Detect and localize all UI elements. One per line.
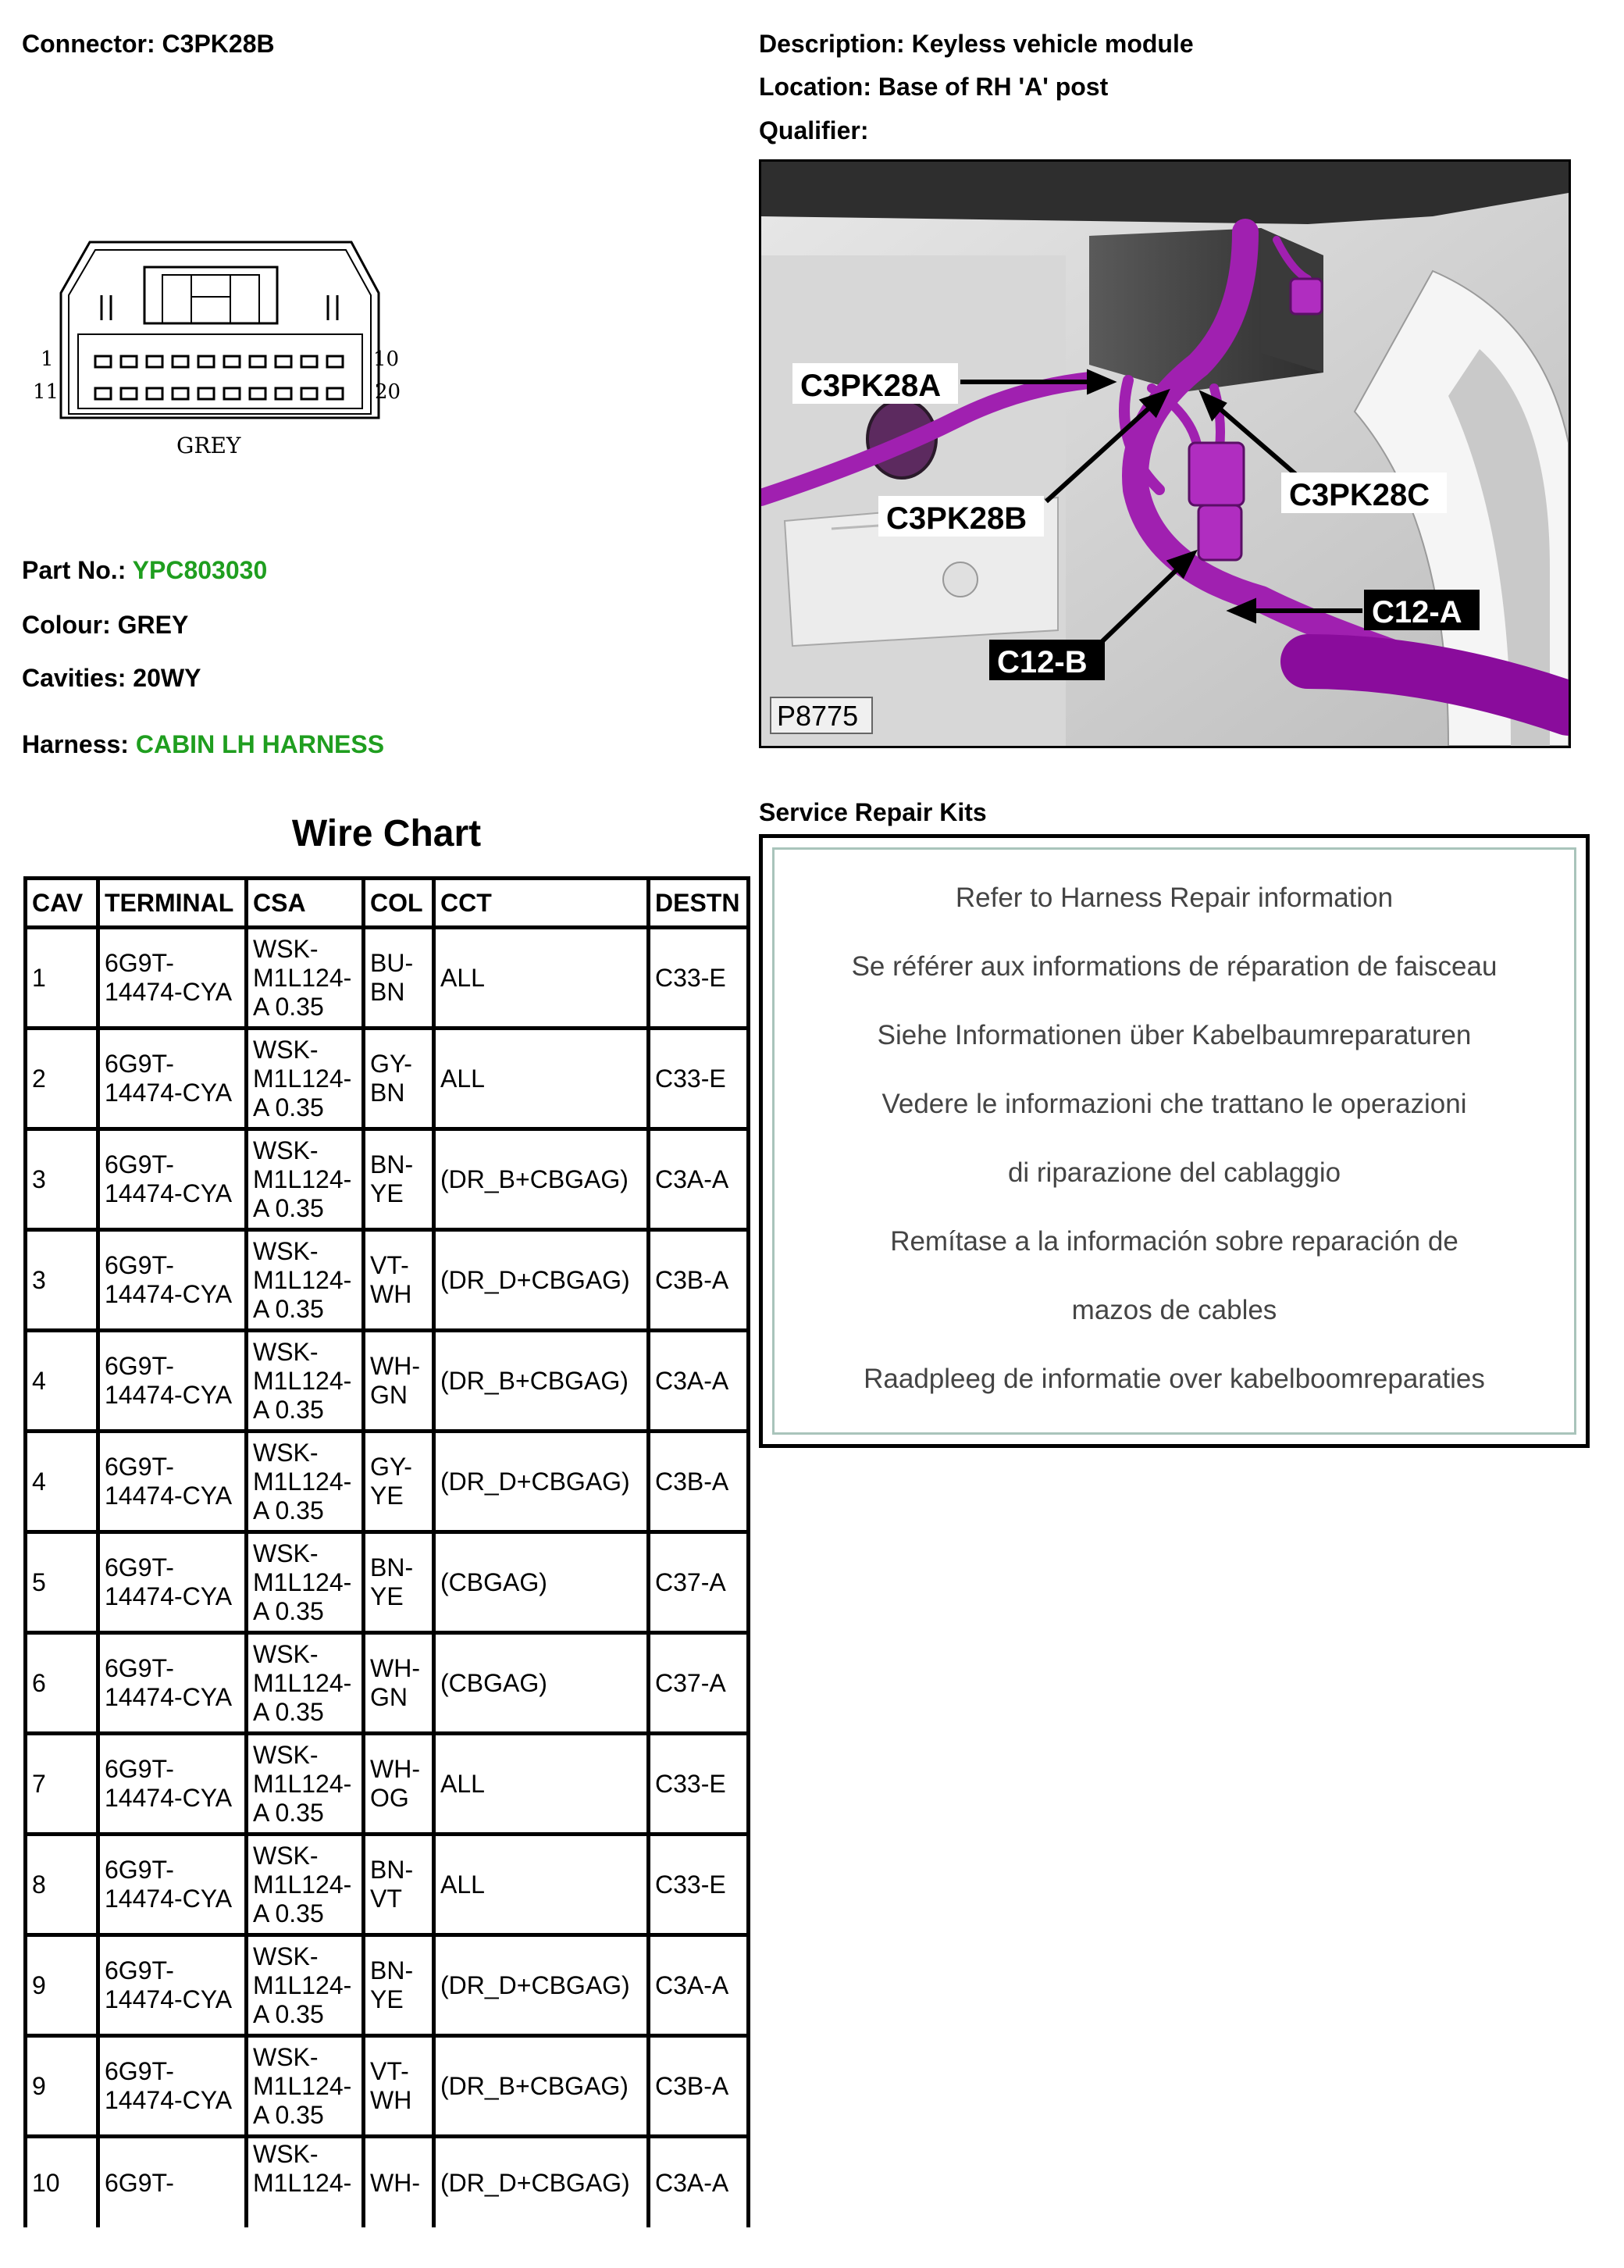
terminal-cell-line: 6G9T- bbox=[105, 1856, 174, 1884]
csa-cell-line: M1L124- bbox=[253, 1668, 352, 1697]
col-cell bbox=[364, 1633, 434, 1734]
col-header-terminal: TERMINAL bbox=[98, 879, 247, 928]
cct-cell: ALL bbox=[434, 1734, 649, 1835]
harness-link[interactable]: CABIN LH HARNESS bbox=[135, 730, 385, 758]
col-cell-line: VT- bbox=[370, 1251, 409, 1279]
terminal-cell-line: 14474-CYA bbox=[105, 1885, 233, 1913]
callout-c3pk28c: C3PK28C bbox=[1289, 478, 1430, 512]
csa-cell-line: M1L124- bbox=[253, 1064, 352, 1093]
terminal-cell-line: 6G9T- bbox=[105, 1251, 174, 1279]
col-cell bbox=[364, 1129, 434, 1230]
destn-cell: C3A-A bbox=[649, 1129, 749, 1230]
terminal-cell bbox=[98, 2137, 247, 2228]
cct-cell: (CBGAG) bbox=[434, 1633, 649, 1734]
col-header-csa: CSA bbox=[247, 879, 364, 928]
csa-cell-line: A 0.35 bbox=[253, 1798, 324, 1827]
pin-cavity bbox=[95, 356, 111, 367]
terminal-cell-line: 14474-CYA bbox=[105, 1784, 233, 1812]
terminal-cell bbox=[98, 1129, 247, 1230]
col-cell-line: VT bbox=[370, 1885, 402, 1913]
terminal-cell-line: 6G9T- bbox=[105, 1150, 174, 1179]
description-label: Description: bbox=[759, 30, 905, 58]
pin-cavity bbox=[276, 356, 291, 367]
col-cell-line: BN bbox=[370, 978, 405, 1006]
cct-cell: ALL bbox=[434, 928, 649, 1029]
location-value: Base of RH 'A' post bbox=[878, 73, 1109, 101]
csa-cell-line: WSK- bbox=[253, 1236, 319, 1265]
destn-cell: C3B-A bbox=[649, 1230, 749, 1331]
col-cell-line: GY- bbox=[370, 1050, 412, 1078]
col-cell-line: BU- bbox=[370, 949, 414, 977]
destn-cell: C33-E bbox=[649, 1029, 749, 1129]
pin-label-20: 20 bbox=[375, 380, 401, 404]
wire-chart-row bbox=[26, 1734, 749, 1835]
service-kit-line: Remítase a la información sobre reparación de bbox=[890, 1226, 1458, 1257]
destn-cell: C37-A bbox=[649, 1633, 749, 1734]
cav-cell: 9 bbox=[26, 2036, 98, 2137]
csa-cell-line: M1L124- bbox=[253, 1366, 352, 1395]
destn-cell: C33-E bbox=[649, 1734, 749, 1835]
terminal-cell-line: 14474-CYA bbox=[105, 978, 233, 1006]
col-cell-line: BN bbox=[370, 1079, 405, 1107]
colour-label: Colour: bbox=[22, 611, 111, 639]
destn-cell: C37-A bbox=[649, 1532, 749, 1633]
colour-value: GREY bbox=[117, 611, 189, 639]
terminal-cell-line: 14474-CYA bbox=[105, 1280, 233, 1308]
csa-cell-line: WSK- bbox=[253, 1942, 319, 1970]
cavities-value: 20WY bbox=[133, 664, 201, 692]
csa-cell-line: WSK- bbox=[253, 1136, 319, 1164]
cct-cell: ALL bbox=[434, 1029, 649, 1129]
terminal-cell-line: 6G9T- bbox=[105, 949, 174, 977]
col-cell-line: WH- bbox=[370, 1755, 420, 1783]
col-cell-line: YE bbox=[370, 1985, 404, 2013]
location-photo bbox=[759, 159, 1571, 748]
destn-cell: C3A-A bbox=[649, 1935, 749, 2036]
destn-cell: C3B-A bbox=[649, 1432, 749, 1532]
csa-cell-line: M1L124- bbox=[253, 1870, 352, 1899]
pin-cavity bbox=[327, 388, 343, 399]
terminal-cell-line: 6G9T- bbox=[105, 1654, 174, 1682]
part-no-link[interactable]: YPC803030 bbox=[132, 556, 268, 584]
col-header-col: COL bbox=[364, 879, 434, 928]
wire-chart-row bbox=[26, 1432, 749, 1532]
cct-cell: (DR_D+CBGAG) bbox=[434, 1432, 649, 1532]
harness-label: Harness: bbox=[22, 730, 129, 758]
col-cell-line: GN bbox=[370, 1683, 408, 1711]
pin-cavity bbox=[147, 388, 162, 399]
wire-chart-row bbox=[26, 2036, 749, 2137]
cav-cell: 4 bbox=[26, 1331, 98, 1432]
pin-cavity bbox=[95, 388, 111, 399]
wire-chart-table bbox=[23, 876, 750, 2227]
qualifier-heading bbox=[759, 116, 868, 145]
csa-cell-line: WSK- bbox=[253, 1539, 319, 1567]
csa-cell bbox=[247, 2036, 364, 2137]
pin-cavity bbox=[173, 388, 188, 399]
cct-cell: (CBGAG) bbox=[434, 1532, 649, 1633]
col-cell-line: WH- bbox=[370, 1654, 420, 1682]
csa-cell-line: A 0.35 bbox=[253, 1999, 324, 2028]
col-cell bbox=[364, 1230, 434, 1331]
csa-cell-line: WSK- bbox=[253, 1035, 319, 1064]
wire-chart-title: Wire Chart bbox=[291, 813, 482, 854]
callout-c3pk28b: C3PK28B bbox=[886, 501, 1027, 536]
location-heading bbox=[759, 73, 1108, 102]
cavities-label: Cavities: bbox=[22, 664, 126, 692]
connector-value: C3PK28B bbox=[162, 30, 275, 58]
csa-cell-line: M1L124- bbox=[253, 1970, 352, 1999]
wire-chart-row bbox=[26, 1935, 749, 2036]
terminal-cell bbox=[98, 1734, 247, 1835]
destn-cell: C3A-A bbox=[649, 1331, 749, 1432]
terminal-cell bbox=[98, 1331, 247, 1432]
cct-cell: (DR_B+CBGAG) bbox=[434, 1129, 649, 1230]
terminal-cell-line: 14474-CYA bbox=[105, 1179, 233, 1207]
service-kit-line: Siehe Informationen über Kabelbaumreparaturen bbox=[877, 1020, 1472, 1050]
terminal-cell bbox=[98, 1935, 247, 2036]
terminal-cell-line: 6G9T- bbox=[105, 1453, 174, 1481]
connector-face-diagram bbox=[23, 219, 429, 476]
csa-cell bbox=[247, 1029, 364, 1129]
destn-cell: C3B-A bbox=[649, 2036, 749, 2137]
terminal-cell-line: 14474-CYA bbox=[105, 1683, 233, 1711]
csa-cell-line: A 0.35 bbox=[253, 992, 324, 1021]
description-heading bbox=[759, 30, 1194, 59]
service-kits-inner bbox=[772, 847, 1576, 1435]
csa-cell-line: WSK- bbox=[253, 2042, 319, 2071]
csa-cell-line: M1L124- bbox=[253, 1164, 352, 1193]
terminal-cell-line: 14474-CYA bbox=[105, 2086, 233, 2114]
terminal-cell-line: 14474-CYA bbox=[105, 1482, 233, 1510]
service-kit-line: di riparazione del cablaggio bbox=[1007, 1157, 1341, 1188]
csa-cell bbox=[247, 1633, 364, 1734]
terminal-cell bbox=[98, 1532, 247, 1633]
cav-cell: 3 bbox=[26, 1129, 98, 1230]
col-cell-line: BN- bbox=[370, 1150, 414, 1179]
service-kit-line: Se référer aux informations de réparation de faisceau bbox=[851, 951, 1498, 982]
connector-label: Connector: bbox=[22, 30, 155, 58]
photo-id: P8775 bbox=[777, 700, 859, 732]
connector-colour-caption: GREY bbox=[176, 433, 241, 458]
terminal-cell-line: 14474-CYA bbox=[105, 1582, 233, 1610]
cav-cell: 3 bbox=[26, 1230, 98, 1331]
col-cell bbox=[364, 1835, 434, 1935]
col-header-cav: CAV bbox=[26, 879, 98, 928]
destn-cell: C33-E bbox=[649, 1835, 749, 1935]
col-cell-line: YE bbox=[370, 1179, 404, 1207]
csa-cell-line: WSK- bbox=[253, 2140, 319, 2168]
csa-cell-line: M1L124- bbox=[253, 1769, 352, 1798]
qualifier-label: Qualifier: bbox=[759, 116, 869, 144]
csa-cell-line: WSK- bbox=[253, 934, 319, 963]
wire-chart-row bbox=[26, 2137, 749, 2228]
col-cell-line bbox=[370, 2140, 427, 2169]
colour-line bbox=[22, 611, 188, 640]
csa-cell bbox=[247, 1432, 364, 1532]
wire-chart-row bbox=[26, 1633, 749, 1734]
cav-cell: 8 bbox=[26, 1835, 98, 1935]
terminal-cell-line: 6G9T- bbox=[105, 2169, 174, 2197]
pin-cavity bbox=[276, 388, 291, 399]
terminal-cell bbox=[98, 1432, 247, 1532]
col-cell-line: YE bbox=[370, 1582, 404, 1610]
pin-cavity bbox=[121, 356, 137, 367]
wire-chart-row bbox=[26, 1129, 749, 1230]
col-cell-line: WH bbox=[370, 1280, 412, 1308]
col-cell bbox=[364, 1935, 434, 2036]
part-no-line bbox=[22, 556, 267, 585]
cct-cell: ALL bbox=[434, 1835, 649, 1935]
wire-chart-row bbox=[26, 1532, 749, 1633]
cav-cell: 5 bbox=[26, 1532, 98, 1633]
pin-label-1: 1 bbox=[41, 348, 54, 371]
csa-cell-line: A 0.35 bbox=[253, 1697, 324, 1726]
cav-cell: 7 bbox=[26, 1734, 98, 1835]
pin-cavity bbox=[301, 356, 317, 367]
csa-cell bbox=[247, 1230, 364, 1331]
col-cell-line: BN- bbox=[370, 1956, 414, 1984]
csa-cell bbox=[247, 1734, 364, 1835]
col-cell bbox=[364, 1029, 434, 1129]
csa-cell-line: WSK- bbox=[253, 1337, 319, 1366]
cav-cell: 10 bbox=[26, 2137, 98, 2228]
csa-cell-line: A 0.35 bbox=[253, 1496, 324, 1524]
csa-cell bbox=[247, 1331, 364, 1432]
terminal-cell-line: 6G9T- bbox=[105, 2057, 174, 2085]
csa-cell-line: M1L124- bbox=[253, 1265, 352, 1294]
destn-cell: C3A-A bbox=[649, 2137, 749, 2228]
col-cell bbox=[364, 1532, 434, 1633]
connector-heading bbox=[22, 30, 275, 59]
csa-cell-line: A 0.35 bbox=[253, 1899, 324, 1927]
csa-cell-line: WSK- bbox=[253, 1841, 319, 1870]
pin-cavity bbox=[224, 356, 240, 367]
service-kit-line: Refer to Harness Repair information bbox=[955, 883, 1394, 913]
terminal-cell-line: 14474-CYA bbox=[105, 1079, 233, 1107]
csa-cell-line: M1L124- bbox=[253, 1467, 352, 1496]
connector-latch-inner bbox=[162, 275, 259, 323]
location-illustration bbox=[761, 162, 1569, 746]
csa-cell-line: WSK- bbox=[253, 1438, 319, 1467]
wire-chart-row bbox=[26, 1230, 749, 1331]
harness-line bbox=[22, 730, 384, 759]
terminal-cell-line: 6G9T- bbox=[105, 1050, 174, 1078]
col-cell-line: BN- bbox=[370, 1856, 414, 1884]
part-no-label: Part No.: bbox=[22, 556, 126, 584]
wire-chart-header-row bbox=[26, 879, 749, 928]
cct-cell: (DR_D+CBGAG) bbox=[434, 2137, 649, 2228]
terminal-cell-line: 6G9T- bbox=[105, 1755, 174, 1783]
csa-cell-line: A 0.35 bbox=[253, 1193, 324, 1222]
terminal-cell-line: 6G9T- bbox=[105, 1352, 174, 1380]
col-cell-line: OG bbox=[370, 1784, 409, 1812]
terminal-cell-line: 14474-CYA bbox=[105, 1985, 233, 2013]
pin-cavity bbox=[224, 388, 240, 399]
pin-cavity bbox=[250, 356, 265, 367]
destn-cell: C33-E bbox=[649, 928, 749, 1029]
pin-cavity bbox=[327, 356, 343, 367]
pin-cavity bbox=[121, 388, 137, 399]
terminal-cell-line: 6G9T- bbox=[105, 1956, 174, 1984]
csa-cell-line: A 0.35 bbox=[253, 1395, 324, 1424]
cct-cell: (DR_B+CBGAG) bbox=[434, 2036, 649, 2137]
col-cell bbox=[364, 928, 434, 1029]
csa-cell bbox=[247, 928, 364, 1029]
service-kit-line: mazos de cables bbox=[1071, 1295, 1277, 1325]
cavities-line bbox=[22, 664, 201, 693]
cav-cell: 4 bbox=[26, 1432, 98, 1532]
cct-cell: (DR_B+CBGAG) bbox=[434, 1331, 649, 1432]
terminal-cell bbox=[98, 2036, 247, 2137]
pin-label-10: 10 bbox=[373, 348, 400, 371]
terminal-cell bbox=[98, 928, 247, 1029]
location-label: Location: bbox=[759, 73, 871, 101]
service-kit-line: Vedere le informazioni che trattano le operazioni bbox=[881, 1089, 1467, 1119]
pin-cavity bbox=[173, 356, 188, 367]
csa-cell-line: WSK- bbox=[253, 1740, 319, 1769]
pin-cavity bbox=[301, 388, 317, 399]
csa-cell-line: M1L124- bbox=[253, 963, 352, 992]
csa-cell bbox=[247, 1835, 364, 1935]
col-cell-line: WH bbox=[370, 2086, 412, 2114]
cav-cell: 6 bbox=[26, 1633, 98, 1734]
service-kits-box bbox=[759, 834, 1590, 1448]
csa-cell bbox=[247, 1935, 364, 2036]
pin-cavity bbox=[198, 356, 214, 367]
csa-cell-line: A 0.35 bbox=[253, 1596, 324, 1625]
col-header-cct: CCT bbox=[434, 879, 649, 928]
col-header-destn: DESTN bbox=[649, 879, 749, 928]
col-cell-line: YE bbox=[370, 1482, 404, 1510]
csa-cell bbox=[247, 1532, 364, 1633]
pin-cavity bbox=[147, 356, 162, 367]
col-cell-line: BN- bbox=[370, 1553, 414, 1582]
callout-c12-b: C12-B bbox=[997, 645, 1088, 679]
col-cell-line: WH- bbox=[370, 2169, 420, 2197]
terminal-cell bbox=[98, 1230, 247, 1331]
terminal-cell-line: 14474-CYA bbox=[105, 1381, 233, 1409]
cct-cell: (DR_D+CBGAG) bbox=[434, 1935, 649, 2036]
description-value: Keyless vehicle module bbox=[911, 30, 1194, 58]
col-cell-line: GY- bbox=[370, 1453, 412, 1481]
cav-cell: 9 bbox=[26, 1935, 98, 2036]
terminal-cell-line bbox=[105, 2140, 240, 2169]
col-cell bbox=[364, 1432, 434, 1532]
csa-cell-line: WSK- bbox=[253, 1639, 319, 1668]
col-cell bbox=[364, 1734, 434, 1835]
csa-cell-line: A 0.35 bbox=[253, 1093, 324, 1122]
callout-c3pk28a: C3PK28A bbox=[800, 369, 942, 403]
wire-chart-row bbox=[26, 928, 749, 1029]
service-kits-title: Service Repair Kits bbox=[759, 798, 987, 826]
wire-chart-row bbox=[26, 1835, 749, 1935]
terminal-cell bbox=[98, 1029, 247, 1129]
cct-cell: (DR_D+CBGAG) bbox=[434, 1230, 649, 1331]
col-cell bbox=[364, 2036, 434, 2137]
csa-cell bbox=[247, 1129, 364, 1230]
col-cell bbox=[364, 2137, 434, 2228]
terminal-cell-line: 6G9T- bbox=[105, 1553, 174, 1582]
wire-chart-row bbox=[26, 1331, 749, 1432]
col-cell-line: VT- bbox=[370, 2057, 409, 2085]
csa-cell-line: M1L124- bbox=[253, 2169, 352, 2197]
csa-cell-line: A 0.35 bbox=[253, 1294, 324, 1323]
pin-cavity bbox=[250, 388, 265, 399]
pin-label-11: 11 bbox=[33, 380, 59, 404]
wire-chart-row bbox=[26, 1029, 749, 1129]
csa-cell-line: M1L124- bbox=[253, 2071, 352, 2100]
csa-cell-line: A 0.35 bbox=[253, 2100, 324, 2129]
terminal-cell bbox=[98, 1633, 247, 1734]
cav-cell: 1 bbox=[26, 928, 98, 1029]
csa-cell-line: M1L124- bbox=[253, 1567, 352, 1596]
callout-c12-a: C12-A bbox=[1372, 595, 1462, 629]
pin-cavity bbox=[198, 388, 214, 399]
csa-cell bbox=[247, 2137, 364, 2228]
col-cell-line: GN bbox=[370, 1381, 408, 1409]
service-kit-line: Raadpleeg de informatie over kabelboomreparaties bbox=[864, 1364, 1485, 1394]
col-cell bbox=[364, 1331, 434, 1432]
col-cell-line: WH- bbox=[370, 1352, 420, 1380]
terminal-cell bbox=[98, 1835, 247, 1935]
cav-cell: 2 bbox=[26, 1029, 98, 1129]
